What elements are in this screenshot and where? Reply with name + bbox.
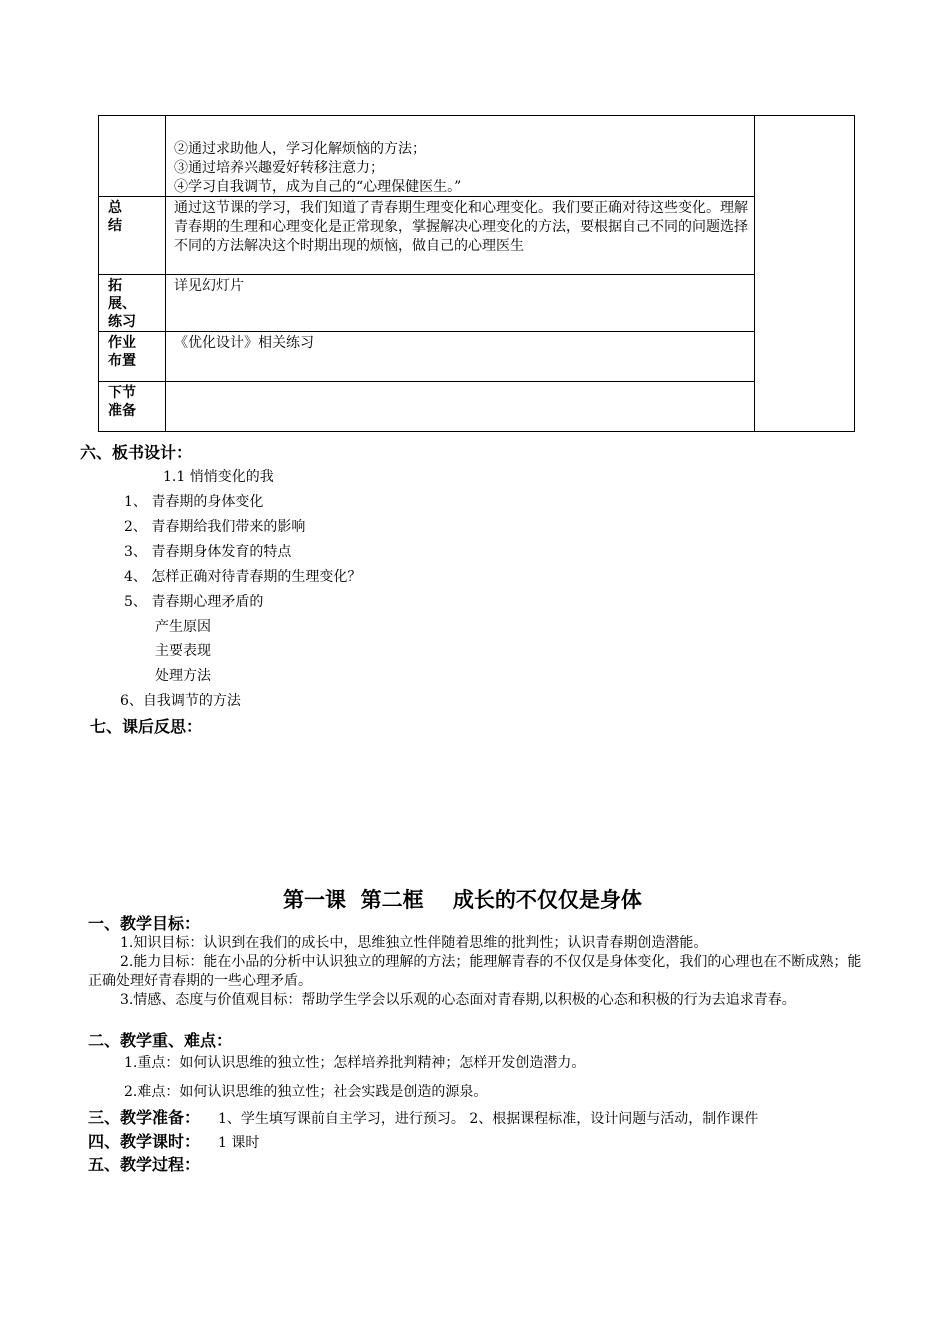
prep-text: 1、学生填写课前自主学习，进行预习。 2、根据课程标准，设计问题与活动，制作课件 bbox=[218, 1111, 759, 1127]
focus-difficult: 2.难点：如何认识思维的独立性；社会实践是创造的源泉。 bbox=[124, 1084, 488, 1100]
goal-ability: 2.能力目标：能在小品的分析中认识独立的理解的方法；能理解青春的不仅仅是身体变化，我们的心理也在不断成熟；能正确处理好青春期的一些心理矛盾。 bbox=[88, 954, 862, 989]
method-item: ④学习自我调节，成为自己的“心理保健医生。” bbox=[174, 179, 462, 195]
focus-key: 1.重点：如何认识思维的独立性；怎样培养批判精神；怎样开发创造潜力。 bbox=[124, 1055, 586, 1071]
next-label: 下节 准备 bbox=[108, 385, 136, 419]
table-divider bbox=[98, 274, 755, 275]
table-divider bbox=[98, 331, 755, 332]
table-divider bbox=[98, 196, 755, 197]
board-item: 5、 青春期心理矛盾的 bbox=[124, 594, 264, 610]
board-item: 1、 青春期的身体变化 bbox=[124, 494, 264, 510]
summary-text: 通过这节课的学习，我们知道了青春期生理变化和心理变化。我们要正确对待这些变化。理解青春期的生理和心理变化是正常现象，掌握解决心理变化的方法，要根据自己不同的问题选择不同的方法解决这个时期出现的烦恼，做自己的心理医生 bbox=[174, 200, 748, 254]
method-item: ③通过培养兴趣爱好转移注意力； bbox=[174, 160, 384, 176]
goal-knowledge: 1.知识目标：认识到在我们的成长中，思维独立性伴随着思维的批判性；认识青春期创造潜能。 bbox=[120, 935, 708, 951]
board-subitem: 主要表现 bbox=[155, 643, 211, 659]
homework-label: 作业 布置 bbox=[108, 335, 136, 369]
reflection-heading: 七、课后反思： bbox=[90, 717, 203, 736]
extension-text: 详见幻灯片 bbox=[174, 278, 244, 294]
lesson-title: 第一课 第二框 成长的不仅仅是身体 bbox=[283, 888, 642, 912]
goals-heading: 一、教学目标： bbox=[88, 914, 201, 933]
table-divider bbox=[98, 381, 755, 382]
focus-heading: 二、教学重、难点： bbox=[88, 1031, 233, 1050]
board-subitem: 处理方法 bbox=[155, 668, 211, 684]
homework-text: 《优化设计》相关练习 bbox=[174, 335, 314, 351]
board-item: 4、 怎样正确对待青春期的生理变化？ bbox=[124, 569, 362, 585]
goal-attitude: 3.情感、态度与价值观目标：帮助学生学会以乐观的心态面对青春期,以积极的心态和积极的行为去追求青春。 bbox=[120, 992, 796, 1008]
method-item: ②通过求助他人，学习化解烦恼的方法； bbox=[174, 141, 426, 157]
hours-heading: 四、教学课时： bbox=[88, 1132, 201, 1151]
process-heading: 五、教学过程： bbox=[88, 1155, 201, 1174]
board-item: 3、 青春期身体发育的特点 bbox=[124, 544, 292, 560]
board-subitem: 产生原因 bbox=[155, 619, 211, 635]
board-title: 1.1 悄悄变化的我 bbox=[163, 469, 274, 485]
summary-label: 总 结 bbox=[108, 200, 122, 234]
board-item: 2、 青春期给我们带来的影响 bbox=[124, 519, 306, 535]
extension-label: 拓 展、 练习 bbox=[108, 278, 136, 330]
board-heading: 六、板书设计： bbox=[80, 443, 193, 462]
hours-text: 1 课时 bbox=[218, 1135, 260, 1151]
prep-heading: 三、教学准备： bbox=[88, 1108, 201, 1127]
board-item: 6、自我调节的方法 bbox=[120, 693, 241, 709]
